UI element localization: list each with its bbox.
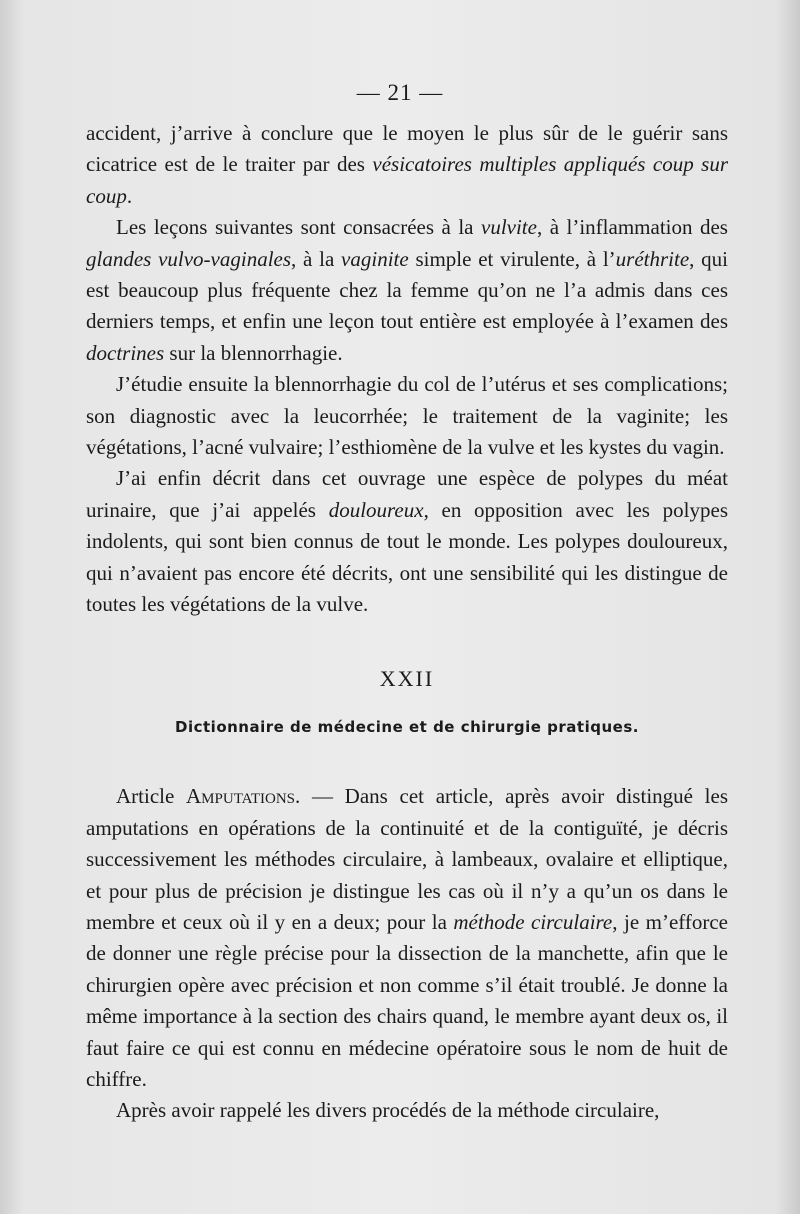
- text-run: Les leçons suivantes sont consacrées à la: [116, 215, 481, 240]
- text-run: Après avoir rappelé les divers procédés de la méthode circulaire,: [116, 1098, 660, 1123]
- text-run: J’étudie ensuite la blennorrhagie du col de l’utérus et ses complications; son diagnostic avec la leucorrhée; le traitement de la vaginite; les végétations, l’acné vulvaire; l’esthiomène de la vulve et les kystes du vagin.: [86, 372, 728, 460]
- text-run: sur la blennorrhagie.: [164, 340, 343, 365]
- italic-text: vulvite: [481, 215, 537, 240]
- italic-text: vaginite: [341, 246, 409, 271]
- text-run: accident, j’arrive à conclure que le moyen le plus sûr de le guérir sans cicatrice est de le traiter par des: [86, 121, 728, 177]
- section-number: XXII: [379, 665, 435, 691]
- text-run: , je m’efforce de donner une règle précise pour la dissection de la manchette, afin que le chirurgien opère avec précision et non comme s’il était troublé. Je donne la même importance à la section des chairs quand, le membre ayant deux os, il faut faire ce qui est connu en médecine opératoire sous le nom de huit de chiffre.: [86, 909, 729, 1091]
- italic-text: uréthrite: [615, 246, 690, 271]
- text-run: J’ai enfin décrit dans cet ouvrage une espèce de polypes du méat urinaire, que j’ai appelés: [86, 466, 728, 522]
- small-caps-text: Amputations: [186, 784, 295, 809]
- page-body: [86, 118, 728, 1127]
- text-run: Article: [116, 784, 187, 809]
- text-run: simple et virulente, à l’: [408, 246, 616, 271]
- text-run: . — Dans cet article, après avoir distingué les amputations en opérations de la continuité et de la contiguïté, je décris successivement les méthodes circulaire, à lambeaux, ovalaire et elliptique, et pour plus de précision je distingue les cas où il n’y a qu’un os dans le membre et ceux où il y en a deux; pour la: [86, 784, 728, 934]
- text-run: , qui est beaucoup plus fréquente chez la femme qu’on ne l’a admis dans ces derniers temps, et enfin une leçon tout entière est employée à l’examen des: [86, 246, 729, 334]
- text-run: , en opposition avec les polypes indolents, qui sont bien connus de tout le monde. Les polypes douloureux, qui n’avaient pas encore été décrits, ont une sensibilité qui les distingue de toutes les végétations de la vulve.: [86, 497, 728, 617]
- italic-text: douloureux: [328, 497, 424, 522]
- section-title: Dictionnaire de médecine et de chirurgie pratiques.: [175, 717, 639, 736]
- paragraph-group-bottom: [86, 781, 728, 1126]
- paragraph: [86, 781, 728, 1095]
- paragraph: [86, 369, 728, 463]
- italic-text: glandes vulvo-vaginales: [86, 246, 292, 271]
- paragraph: [86, 463, 728, 620]
- paragraph: [86, 212, 728, 369]
- page-number: — 21 —: [356, 80, 444, 105]
- text-run: .: [126, 183, 133, 208]
- paragraph-group-top: [86, 118, 728, 621]
- text-run: , à l’inflammation des: [536, 215, 728, 240]
- paragraph: [86, 1095, 728, 1126]
- text-run: , à la: [291, 246, 342, 271]
- italic-text: doctrines: [86, 340, 165, 365]
- italic-text: vésicatoires multiples appliqués coup sur coup: [86, 152, 728, 208]
- paragraph: [86, 118, 728, 212]
- italic-text: méthode circulaire: [453, 909, 613, 934]
